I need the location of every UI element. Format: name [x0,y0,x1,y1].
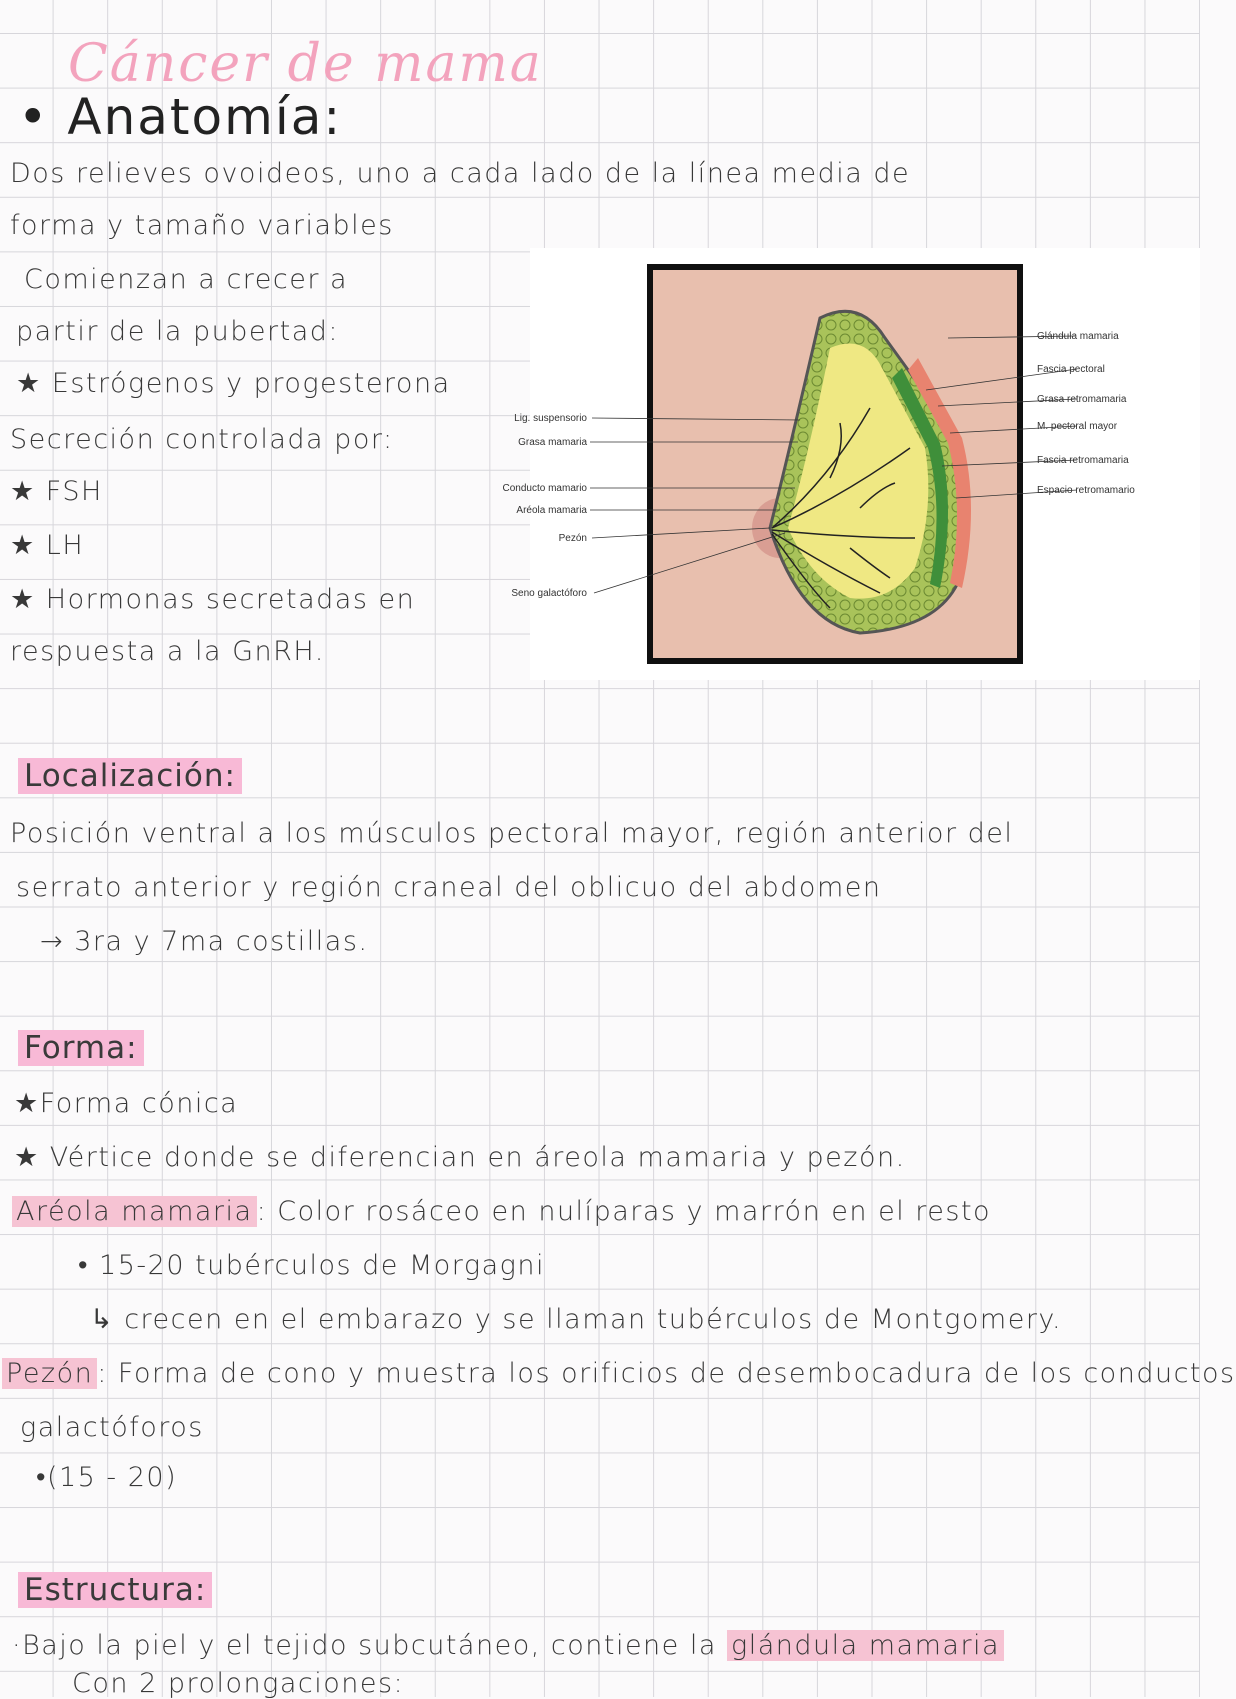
estructura-heading: Estructura: [18,1572,212,1608]
pezon-line-3: •(15 - 20) [36,1462,178,1493]
anatomia-heading: • Anatomía: [18,88,343,146]
localizacion-heading: Localización: [18,758,242,794]
anatomia-line-2: forma y tamaño variables [10,210,394,241]
pezon-text: : Forma de cono y muestra los orificios de desembocadura de los conductos [97,1358,1236,1389]
anatomia-line-5: ★ Estrógenos y progesterona [16,368,451,399]
label-fascia-pectoral: Fascia pectoral [1037,364,1105,375]
forma-line-2: ★ Vértice donde se diferencian en áreola mamaria y pezón. [14,1142,906,1173]
anatomia-line-10: respuesta a la GnRH. [10,636,325,667]
label-glandula-mamaria: Glándula mamaria [1037,331,1119,342]
label-lig-suspensorio: Lig. suspensorio [514,413,587,424]
anatomia-line-6: Secreción controlada por: [10,424,394,455]
label-grasa-mamaria: Grasa mamaria [518,437,587,448]
estructura-line-2: Con 2 prolongaciones: [72,1668,405,1699]
label-m-pectoral-mayor: M. pectoral mayor [1037,421,1118,432]
label-fascia-retromamaria: Fascia retromamaria [1037,455,1129,466]
anatomia-line-9: ★ Hormonas secretadas en [10,584,416,615]
label-pezon: Pezón [558,533,587,544]
label-espacio-retromamario: Espacio retromamario [1037,485,1135,496]
pezon-line-2: galactóforos [20,1412,204,1443]
estructura-line-1: ·Bajo la piel y el tejido subcutáneo, contiene la glándula mamaria [12,1630,1004,1661]
label-seno-galactoforo: Seno galactóforo [511,588,587,599]
anatomia-line-1: Dos relieves ovoideos, uno a cada lado de la línea media de [10,158,911,189]
label-grasa-retromamaria: Grasa retromamaria [1037,394,1127,405]
localizacion-line-1: Posición ventral a los músculos pectoral mayor, región anterior del [10,818,1014,849]
forma-heading: Forma: [18,1030,144,1066]
forma-line-1: ★Forma cónica [14,1088,239,1119]
pezon-label: Pezón [2,1358,97,1389]
anatomia-line-7: ★ FSH [10,476,103,507]
areola-sub-1: • 15-20 tubérculos de Morgagni [78,1250,545,1281]
areola-line [12,1196,991,1227]
areola-text: : Color rosáceo en nulíparas y marrón en el resto [256,1196,992,1227]
label-conducto-mamario: Conducto mamario [502,483,587,494]
anatomia-line-8: ★ LH [10,530,85,561]
localizacion-line-2: serrato anterior y región craneal del oblicuo del abdomen [16,872,882,903]
breast-anatomy-figure [502,248,1200,680]
anatomia-line-4: partir de la pubertad: [16,316,339,347]
areola-label: Aréola mamaria [12,1196,257,1227]
anatomia-line-3: Comienzan a crecer a [24,264,349,295]
label-areola-mamaria: Aréola mamaria [516,505,587,516]
glandula-highlight: glándula mamaria [727,1630,1004,1661]
areola-sub-2: ↳ crecen en el embarazo y se llaman tubérculos de Montgomery. [90,1304,1063,1335]
page-title: Cáncer de mama [68,34,543,94]
pezon-line [2,1358,1236,1389]
localizacion-line-3: → 3ra y 7ma costillas. [40,926,369,957]
